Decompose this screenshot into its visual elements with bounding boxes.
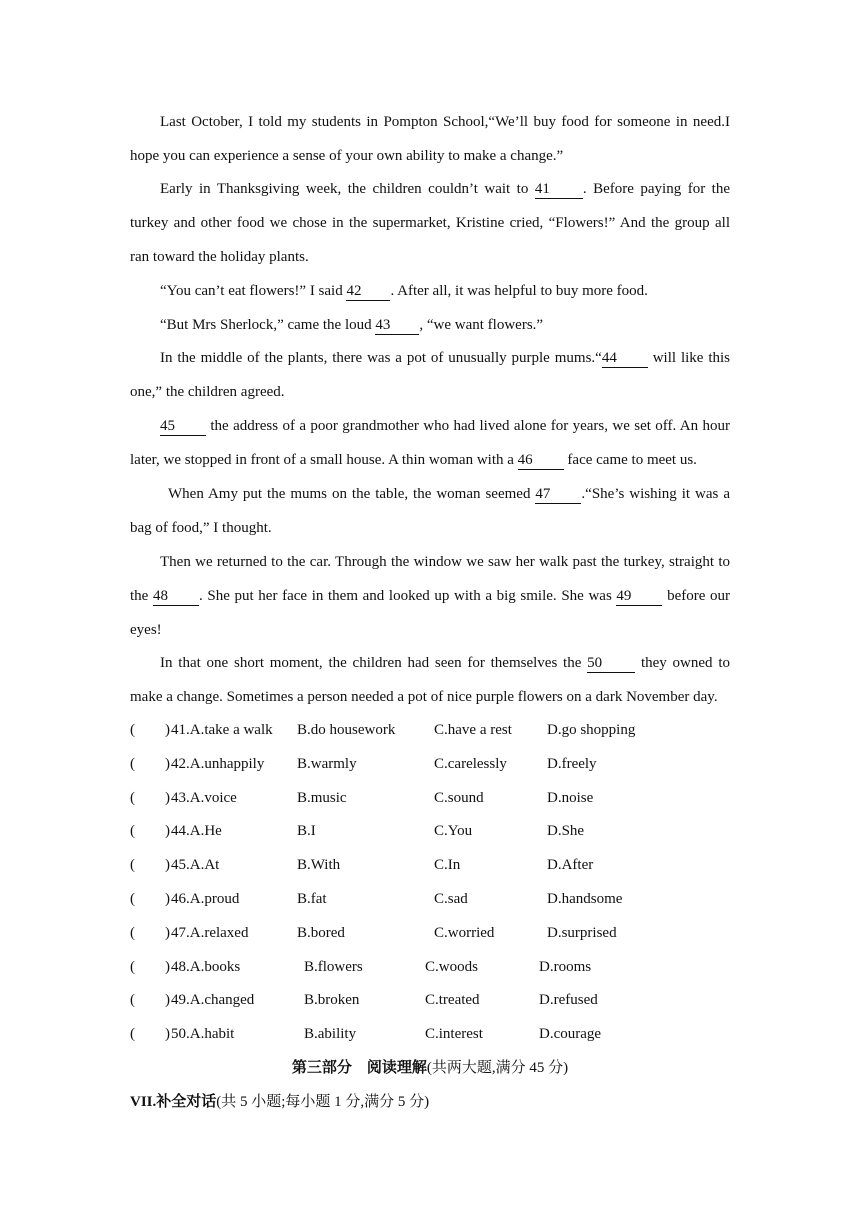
option-d: D.After	[547, 857, 594, 873]
option-d: D.courage	[539, 1026, 602, 1042]
answer-paren-open: (	[130, 959, 135, 975]
question-row	[130, 781, 750, 815]
blank-43: 43	[375, 317, 419, 335]
answer-paren-close: )	[165, 756, 170, 772]
subsection-heading-rest: (共 5 小题;每小题 1 分,满分 5 分)	[216, 1094, 430, 1110]
option-c: C.woods	[425, 959, 478, 975]
option-c: C.sad	[434, 891, 468, 907]
option-d: D.rooms	[539, 959, 592, 975]
text-span: later, we stopped in front of a small house. A thin woman with a	[130, 452, 514, 468]
answer-paren-open: (	[130, 790, 135, 806]
text-span: , “we want flowers.”	[419, 317, 544, 333]
option-a: 50.A.habit	[171, 1026, 235, 1042]
option-a: 42.A.unhappily	[171, 756, 265, 772]
text-span: before our	[667, 588, 731, 604]
text-line: eyes!	[130, 622, 162, 638]
option-b: B.ability	[304, 1026, 357, 1042]
question-row	[130, 983, 750, 1017]
answer-paren-open: (	[130, 857, 135, 873]
passage-paragraph-9	[130, 646, 730, 714]
option-c: C.You	[434, 823, 473, 839]
question-row	[130, 916, 750, 950]
answer-paren-open: (	[130, 992, 135, 1008]
option-b: B.flowers	[304, 959, 363, 975]
text-span: they owned to	[640, 655, 730, 671]
option-c: C.sound	[434, 790, 484, 806]
text-line: bag of food,” I thought.	[130, 520, 272, 536]
answer-paren-close: )	[165, 925, 170, 941]
question-row	[130, 950, 750, 984]
text-span: . Before paying for the	[582, 181, 731, 197]
text-line: ran toward the holiday plants.	[130, 249, 309, 265]
option-c: C.carelessly	[434, 756, 507, 772]
passage-paragraph-4	[130, 308, 730, 342]
answer-paren-close: )	[165, 857, 170, 873]
option-b: B.fat	[297, 891, 327, 907]
text-span: “But Mrs Sherlock,” came the loud	[160, 317, 372, 333]
option-a: 41.A.take a walk	[171, 722, 273, 738]
section-heading-rest: (共两大题,满分 45 分)	[426, 1060, 569, 1076]
option-d: D.handsome	[547, 891, 623, 907]
answer-paren-close: )	[165, 823, 170, 839]
text-line: one,” the children agreed.	[130, 384, 285, 400]
answer-paren-open: (	[130, 823, 135, 839]
option-b: B.music	[297, 790, 347, 806]
text-line	[130, 477, 730, 511]
passage-paragraph-8	[130, 545, 730, 647]
answer-paren-close: )	[165, 992, 170, 1008]
text-span: will like this	[652, 350, 730, 366]
question-row	[130, 713, 750, 747]
option-b: B.broken	[304, 992, 360, 1008]
question-row	[130, 1017, 750, 1051]
text-line: hope you can experience a sense of your own ability to make a change.”	[130, 148, 564, 164]
text-line: turkey and other food we chose in the supermarket, Kristine cried, “Flowers!” And the group all	[130, 215, 730, 231]
option-a: 49.A.changed	[171, 992, 255, 1008]
option-d: D.go shopping	[547, 722, 636, 738]
option-a: 46.A.proud	[171, 891, 240, 907]
subsection-heading	[130, 1085, 429, 1119]
answer-paren-open: (	[130, 756, 135, 772]
option-b: B.warmly	[297, 756, 357, 772]
option-d: D.She	[547, 823, 585, 839]
text-span: “You can’t eat flowers!” I said	[160, 283, 343, 299]
option-a: 47.A.relaxed	[171, 925, 249, 941]
text-span: the address of a poor grandmother who had lived alone for years, we set off. An hour	[210, 418, 731, 434]
option-d: D.freely	[547, 756, 597, 772]
text-span: When Amy put the mums on the table, the woman seemed	[168, 486, 531, 502]
option-a: 43.A.voice	[171, 790, 237, 806]
passage-paragraph-3	[130, 274, 730, 308]
text-span: face came to meet us.	[567, 452, 697, 468]
text-line: Last October, I told my students in Pompton School,“We’ll buy food for someone in need.I	[160, 114, 730, 130]
passage-paragraph-5	[130, 341, 730, 409]
question-row	[130, 747, 750, 781]
answer-paren-close: )	[165, 790, 170, 806]
question-row	[130, 882, 750, 916]
option-b: B.do housework	[297, 722, 396, 738]
text-span: the	[130, 588, 149, 604]
answer-paren-open: (	[130, 722, 135, 738]
text-span: .“She’s wishing it was a	[581, 486, 731, 502]
section-heading-bold: 第三部分 阅读理解	[291, 1060, 427, 1076]
answer-paren-open: (	[130, 925, 135, 941]
answer-paren-close: )	[165, 891, 170, 907]
passage-paragraph-1	[130, 105, 730, 173]
text-span: . She put her face in them and looked up with a big smile. She was	[198, 588, 612, 604]
option-a: 45.A.At	[171, 857, 220, 873]
text-line	[130, 579, 730, 613]
text-line: Then we returned to the car. Through the window we saw her walk past the turkey, straight to	[160, 554, 730, 570]
subsection-heading-bold: VII.补全对话	[130, 1094, 217, 1110]
option-d: D.noise	[547, 790, 594, 806]
answer-paren-close: )	[165, 959, 170, 975]
blank-41: 41	[535, 181, 583, 199]
section-heading	[0, 1051, 860, 1085]
passage-paragraph-6	[130, 409, 730, 477]
passage-paragraph-7	[130, 477, 730, 545]
text-line	[130, 443, 730, 477]
answer-paren-open: (	[130, 1026, 135, 1042]
option-b: B.With	[297, 857, 341, 873]
text-line: make a change. Sometimes a person needed a pot of nice purple flowers on a dark November day.	[130, 689, 718, 705]
answer-paren-close: )	[165, 1026, 170, 1042]
text-line	[130, 341, 730, 375]
text-line	[130, 274, 730, 308]
text-line	[130, 646, 730, 680]
text-span: In that one short moment, the children had seen for themselves the	[160, 655, 582, 671]
option-b: B.bored	[297, 925, 345, 941]
option-a: 48.A.books	[171, 959, 241, 975]
answer-paren-open: (	[130, 891, 135, 907]
text-line	[130, 172, 730, 206]
option-b: B.I	[297, 823, 316, 839]
option-d: D.surprised	[547, 925, 617, 941]
option-c: C.In	[434, 857, 461, 873]
option-c: C.treated	[425, 992, 480, 1008]
blank-50: 50	[587, 655, 635, 673]
blank-46: 46	[518, 452, 564, 470]
blank-47: 47	[535, 486, 581, 504]
text-line	[130, 409, 730, 443]
answer-paren-close: )	[165, 722, 170, 738]
blank-49: 49	[616, 588, 662, 606]
option-c: C.have a rest	[434, 722, 512, 738]
text-span: In the middle of the plants, there was a pot of unusually purple mums.“	[160, 350, 602, 366]
passage-paragraph-2	[130, 172, 730, 274]
blank-45: 45	[160, 418, 206, 436]
blank-42: 42	[346, 283, 390, 301]
text-line	[130, 308, 730, 342]
option-c: C.interest	[425, 1026, 483, 1042]
option-a: 44.A.He	[171, 823, 222, 839]
option-c: C.worried	[434, 925, 495, 941]
blank-44: 44	[602, 350, 648, 368]
question-row	[130, 814, 750, 848]
question-row	[130, 848, 750, 882]
blank-48: 48	[153, 588, 199, 606]
text-span: . After all, it was helpful to buy more food.	[390, 283, 648, 299]
text-span: Early in Thanksgiving week, the children couldn’t wait to	[160, 181, 529, 197]
option-d: D.refused	[539, 992, 598, 1008]
